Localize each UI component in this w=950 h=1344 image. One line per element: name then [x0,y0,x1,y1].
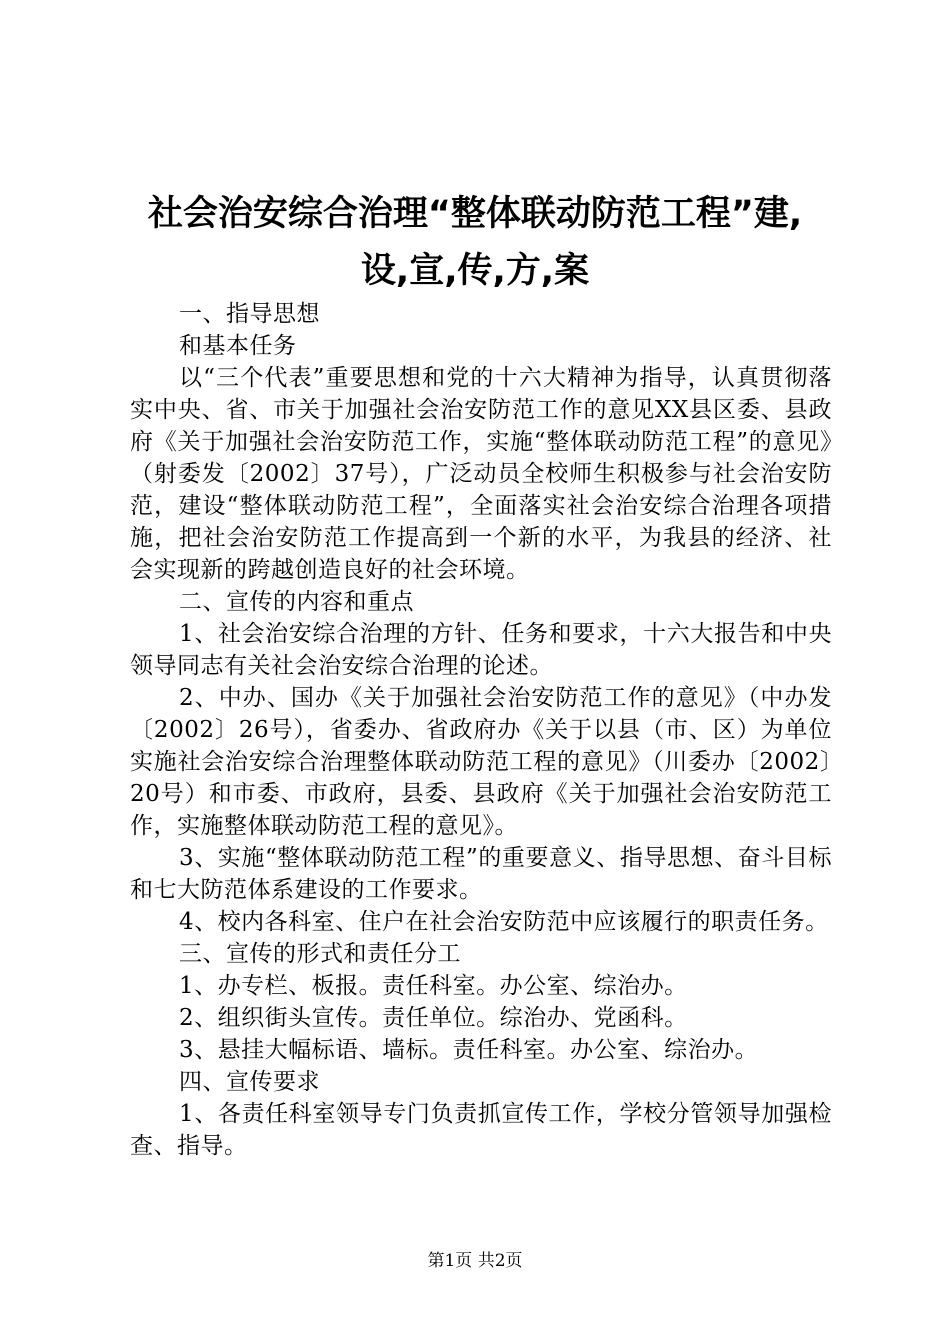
section-heading-requirements: 四、宣传要求 [179,1069,320,1095]
body-paragraph: 1、社会治安综合治理的方针、任务和要求，十六大报告和中央领导同志有关社会治安综合治理的论述。 [130,621,832,679]
section-heading-basic-tasks: 和基本任务 [179,333,297,359]
list-item: 3、悬挂大幅标语、墙标。责任科室。办公室、综治办。 [179,1037,759,1063]
section-heading-content: 二、宣传的内容和重点 [179,589,414,615]
section-heading-forms: 三、宣传的形式和责任分工 [179,941,461,967]
document-title-line-2: 设,宣,传,方,案 [360,251,590,291]
body-paragraph: 4、校内各科室、住户在社会治安防范中应该履行的职责任务。 [179,909,829,935]
body-paragraph: 2、中办、国办《关于加强社会治安防范工作的意见》（中办发〔2002〕26号），省委办、省政府办《关于以县（市、区）为单位实施社会治安综合治理整体联动防范工程的意见》（川委办〔2002〕20号）和市委、市政府，县委、县政府《关于加强社会治安防范工作，实施整体联动防范工程的意见》。 [130,685,832,839]
body-paragraph: 3、实施“整体联动防范工程”的重要意义、指导思想、奋斗目标和七大防范体系建设的工作要求。 [130,845,832,903]
body-paragraph: 1、各责任科室领导专门负责抓宣传工作，学校分管领导加强检查、指导。 [130,1101,832,1159]
document-body [130,298,832,1162]
section-heading-guiding-thought: 一、指导思想 [179,301,320,327]
page-footer: 第1页 共2页 [427,1251,523,1271]
document-title-line-1: 社会治安综合治理“整体联动防范工程”建, [147,194,803,234]
list-item: 2、组织街头宣传。责任单位。综治办、党函科。 [179,1005,688,1031]
body-paragraph: 以“三个代表”重要思想和党的十六大精神为指导，认真贯彻落实中央、省、市关于加强社会治安防范工作的意见XX县区委、县政府《关于加强社会治安防范工作，实施“整体联动防范工程”的意见》（射委发〔2002〕37号），广泛动员全校师生积极参与社会治安防范，建设“整体联动防范工程”，全面落实社会治安综合治理各项措施，把社会治安防范工作提高到一个新的水平，为我县的经济、社会实现新的跨越创造良好的社会环境。 [130,365,832,583]
list-item: 1、办专栏、板报。责任科室。办公室、综治办。 [179,973,688,999]
